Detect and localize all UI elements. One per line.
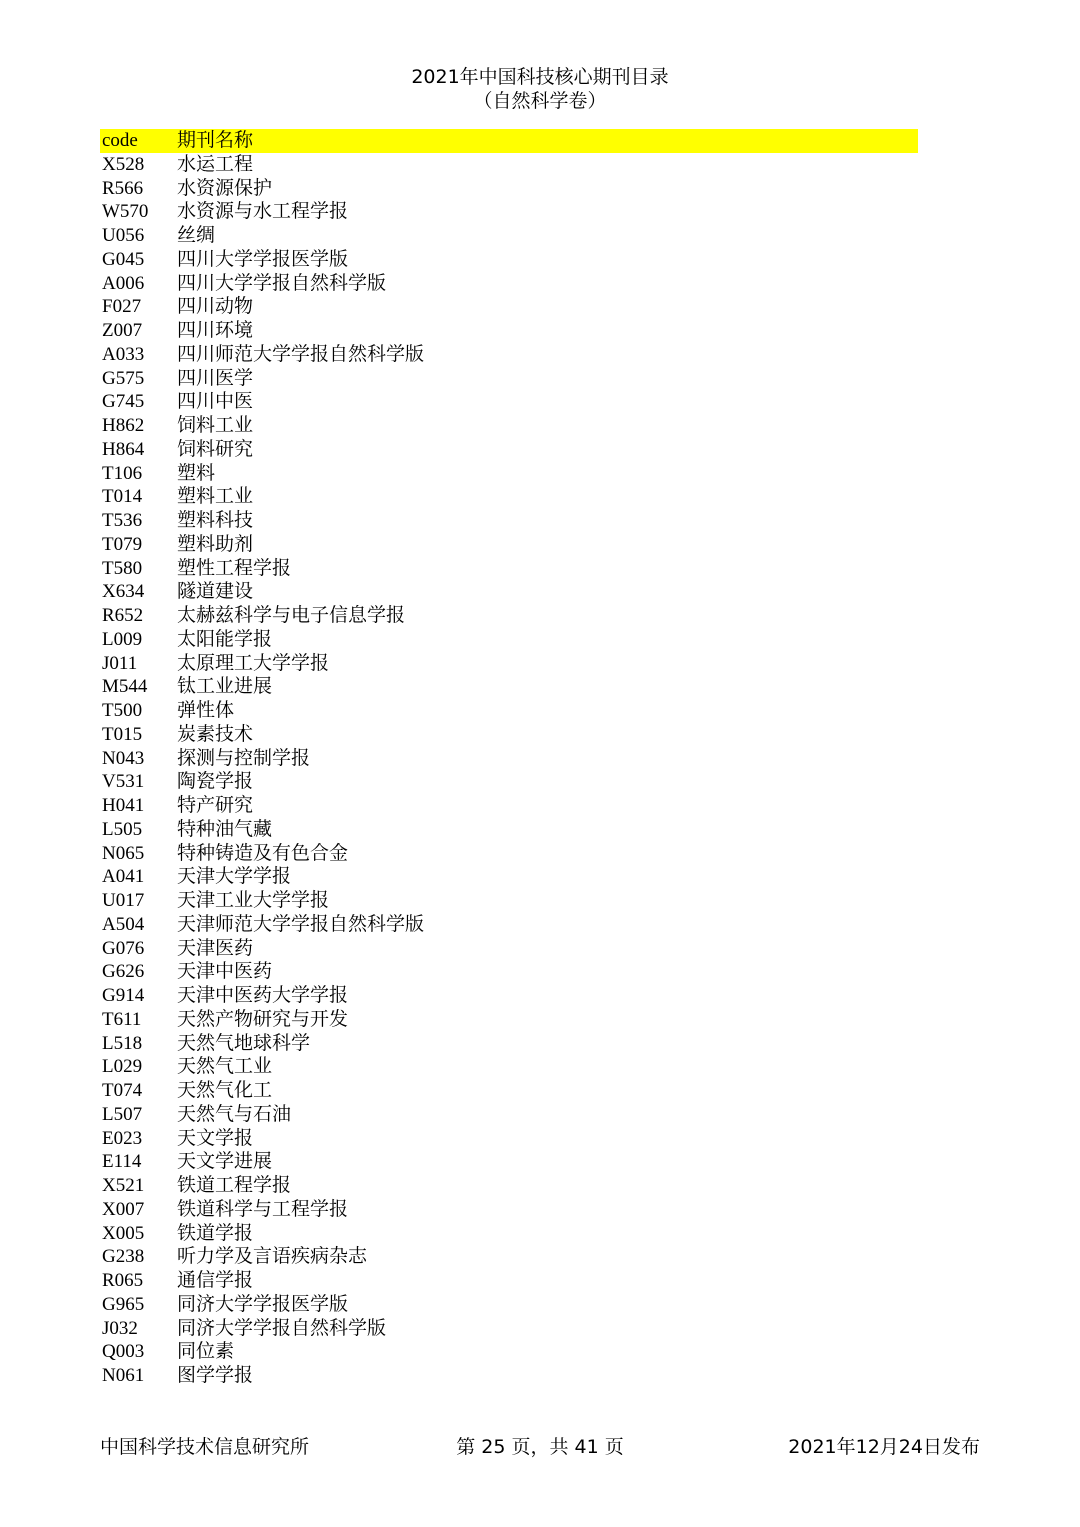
table-row	[100, 509, 918, 533]
table-row	[100, 462, 918, 486]
journal-name: 天然气化工	[177, 1079, 273, 1101]
table-row	[100, 533, 918, 557]
journal-code: G045	[102, 248, 145, 270]
journal-code: L009	[102, 628, 143, 650]
journal-name: 塑料工业	[177, 485, 254, 508]
journal-name: 天津医药	[177, 936, 254, 959]
journal-code: A006	[102, 272, 145, 294]
journal-code: T580	[102, 557, 143, 579]
journal-name: 天文学进展	[177, 1150, 273, 1173]
journal-code: T106	[102, 462, 143, 484]
table-row	[100, 580, 918, 604]
journal-code: A504	[102, 913, 145, 935]
journal-name: 天津中医药大学学报	[177, 984, 349, 1006]
table-row	[100, 675, 918, 699]
journal-name: 特种铸造及有色合金	[177, 841, 349, 864]
table-row	[100, 1340, 918, 1364]
table-row	[100, 1103, 918, 1127]
journal-code: L507	[102, 1103, 143, 1125]
journal-code: A041	[102, 866, 145, 888]
journal-code: E114	[102, 1151, 142, 1173]
footer-publish-date: 2021年12月24日发布	[788, 1436, 980, 1458]
journal-code: F027	[102, 296, 142, 318]
journal-code: X528	[102, 153, 145, 175]
journal-code: E023	[102, 1127, 143, 1149]
table-row	[100, 604, 918, 628]
journal-name: 天然产物研究与开发	[177, 1007, 349, 1030]
journal-code: T015	[102, 723, 143, 745]
table-header-row	[100, 129, 918, 153]
journal-code: N061	[102, 1365, 145, 1386]
table-row	[100, 794, 918, 818]
journal-name: 四川师范大学学报自然科学版	[177, 342, 425, 365]
journal-code: R652	[102, 605, 144, 626]
journal-name: 听力学及言语疾病杂志	[177, 1245, 368, 1268]
journal-code: G626	[102, 961, 145, 983]
table-row	[100, 723, 918, 747]
table-row	[100, 937, 918, 961]
page-subtitle: （自然科学卷）	[473, 90, 607, 112]
journal-code: J032	[102, 1317, 138, 1339]
journal-code: A033	[102, 343, 145, 365]
table-row	[100, 770, 918, 794]
journal-code: R065	[102, 1270, 144, 1291]
table-row	[100, 1317, 918, 1341]
journal-code: G238	[102, 1246, 145, 1268]
table-row	[100, 367, 918, 391]
journal-code: X007	[102, 1198, 145, 1220]
table-row	[100, 818, 918, 842]
journal-code: T536	[102, 510, 143, 531]
table-row	[100, 1008, 918, 1032]
table-row	[100, 628, 918, 652]
table-row	[100, 295, 918, 319]
journal-code: U056	[102, 225, 145, 246]
journal-name: 四川大学学报医学版	[177, 247, 349, 270]
table-row	[100, 1055, 918, 1079]
table-row	[100, 414, 918, 438]
journal-name: 天然气工业	[177, 1055, 273, 1078]
journal-name: 特种油气藏	[177, 817, 273, 840]
journal-code: G914	[102, 985, 145, 1006]
journal-name: 特产研究	[177, 794, 254, 816]
journal-code: M544	[102, 676, 148, 698]
journal-code: H864	[102, 438, 145, 460]
journal-code: J011	[102, 652, 138, 674]
table-row	[100, 960, 918, 984]
journal-name: 炭素技术	[177, 722, 254, 745]
journal-name: 四川医学	[177, 366, 254, 389]
page-title: 2021年中国科技核心期刊目录	[411, 66, 669, 88]
journal-name: 塑性工程学报	[177, 556, 292, 579]
table-row	[100, 1222, 918, 1246]
journal-name: 水资源保护	[177, 176, 273, 199]
table-row	[100, 865, 918, 889]
journal-code: U017	[102, 890, 145, 911]
journal-name: 陶瓷学报	[177, 770, 254, 793]
journal-code: L029	[102, 1056, 143, 1078]
journal-code: X634	[102, 581, 145, 603]
table-row	[100, 343, 918, 367]
journal-name: 天然气与石油	[177, 1102, 292, 1125]
table-row	[100, 699, 918, 723]
journal-code: L518	[102, 1032, 143, 1054]
table-row	[100, 390, 918, 414]
table-row	[100, 557, 918, 581]
table-row	[100, 272, 918, 296]
journal-name: 丝绸	[177, 224, 216, 246]
journal-code: T079	[102, 533, 143, 555]
journal-code: V531	[102, 771, 145, 793]
journal-code: N065	[102, 842, 145, 864]
journal-code: G965	[102, 1293, 145, 1315]
journal-name: 饲料工业	[177, 414, 254, 436]
table-body	[100, 153, 918, 1388]
table-row	[100, 200, 918, 224]
footer-page-number: 第 25 页，共 41 页	[456, 1436, 624, 1458]
table-row	[100, 1174, 918, 1198]
table-row	[100, 1127, 918, 1151]
table-row	[100, 842, 918, 866]
journal-code: T500	[102, 700, 143, 721]
footer-publisher: 中国科学技术信息研究所	[100, 1436, 310, 1458]
table-row	[100, 485, 918, 509]
journal-name: 图学学报	[177, 1364, 254, 1386]
table-row	[100, 913, 918, 937]
journal-name: 钛工业进展	[177, 675, 273, 698]
table-row	[100, 248, 918, 272]
table-row	[100, 319, 918, 343]
table-row	[100, 438, 918, 462]
journal-name: 塑料助剂	[177, 532, 254, 555]
table-row	[100, 889, 918, 913]
table-row	[100, 1245, 918, 1269]
journal-table	[100, 129, 918, 1388]
journal-name: 弹性体	[177, 699, 235, 721]
journal-code: Q003	[102, 1341, 145, 1363]
journal-code: T611	[102, 1008, 142, 1030]
table-row	[100, 153, 918, 177]
journal-code: T014	[102, 486, 143, 508]
journal-name: 天津大学学报	[177, 865, 292, 888]
journal-name: 四川中医	[177, 390, 254, 413]
journal-name: 天文学报	[177, 1126, 254, 1149]
column-header-code: code	[102, 130, 138, 151]
table-row	[100, 224, 918, 248]
journal-name: 太阳能学报	[177, 627, 273, 650]
journal-code: X521	[102, 1175, 145, 1196]
table-row	[100, 1269, 918, 1293]
table-row	[100, 1364, 918, 1388]
journal-name: 太原理工大学学报	[177, 651, 330, 674]
journal-name: 同济大学学报医学版	[177, 1292, 349, 1315]
journal-name: 水资源与水工程学报	[177, 200, 349, 223]
journal-name: 隧道建设	[177, 580, 254, 603]
journal-code: H041	[102, 795, 145, 816]
journal-name: 天津工业大学学报	[177, 889, 330, 911]
journal-name: 水运工程	[177, 152, 254, 175]
journal-code: L505	[102, 818, 143, 840]
journal-name: 天然气地球科学	[177, 1031, 311, 1054]
journal-name: 饲料研究	[177, 437, 254, 460]
journal-code: Z007	[102, 320, 143, 341]
table-row	[100, 1150, 918, 1174]
journal-name: 同位素	[177, 1340, 235, 1363]
journal-name: 四川动物	[177, 295, 254, 318]
journal-code: N043	[102, 747, 145, 769]
journal-code: H862	[102, 415, 145, 436]
journal-name: 太赫兹科学与电子信息学报	[177, 604, 406, 626]
journal-name: 四川环境	[177, 319, 254, 341]
table-row	[100, 177, 918, 201]
table-row	[100, 1198, 918, 1222]
table-row	[100, 1293, 918, 1317]
journal-code: X005	[102, 1222, 145, 1244]
journal-code: G575	[102, 367, 145, 389]
journal-name: 天津中医药	[177, 960, 273, 983]
table-row	[100, 1079, 918, 1103]
journal-code: W570	[102, 201, 149, 223]
table-row	[100, 747, 918, 771]
column-header-journal-name: 期刊名称	[177, 129, 254, 151]
journal-name: 同济大学学报自然科学版	[177, 1316, 387, 1339]
journal-name: 塑料科技	[177, 509, 254, 531]
journal-name: 通信学报	[177, 1269, 254, 1291]
journal-name: 塑料	[177, 461, 216, 484]
table-row	[100, 1032, 918, 1056]
journal-name: 铁道科学与工程学报	[177, 1197, 349, 1220]
journal-code: R566	[102, 177, 144, 199]
journal-name: 四川大学学报自然科学版	[177, 271, 387, 294]
journal-code: G745	[102, 391, 145, 413]
table-row	[100, 984, 918, 1008]
table-row	[100, 652, 918, 676]
journal-name: 探测与控制学报	[177, 746, 311, 769]
journal-name: 铁道工程学报	[177, 1174, 292, 1196]
journal-code: T074	[102, 1080, 143, 1101]
journal-code: G076	[102, 937, 145, 959]
journal-name: 铁道学报	[177, 1221, 254, 1244]
journal-name: 天津师范大学学报自然科学版	[177, 912, 425, 935]
